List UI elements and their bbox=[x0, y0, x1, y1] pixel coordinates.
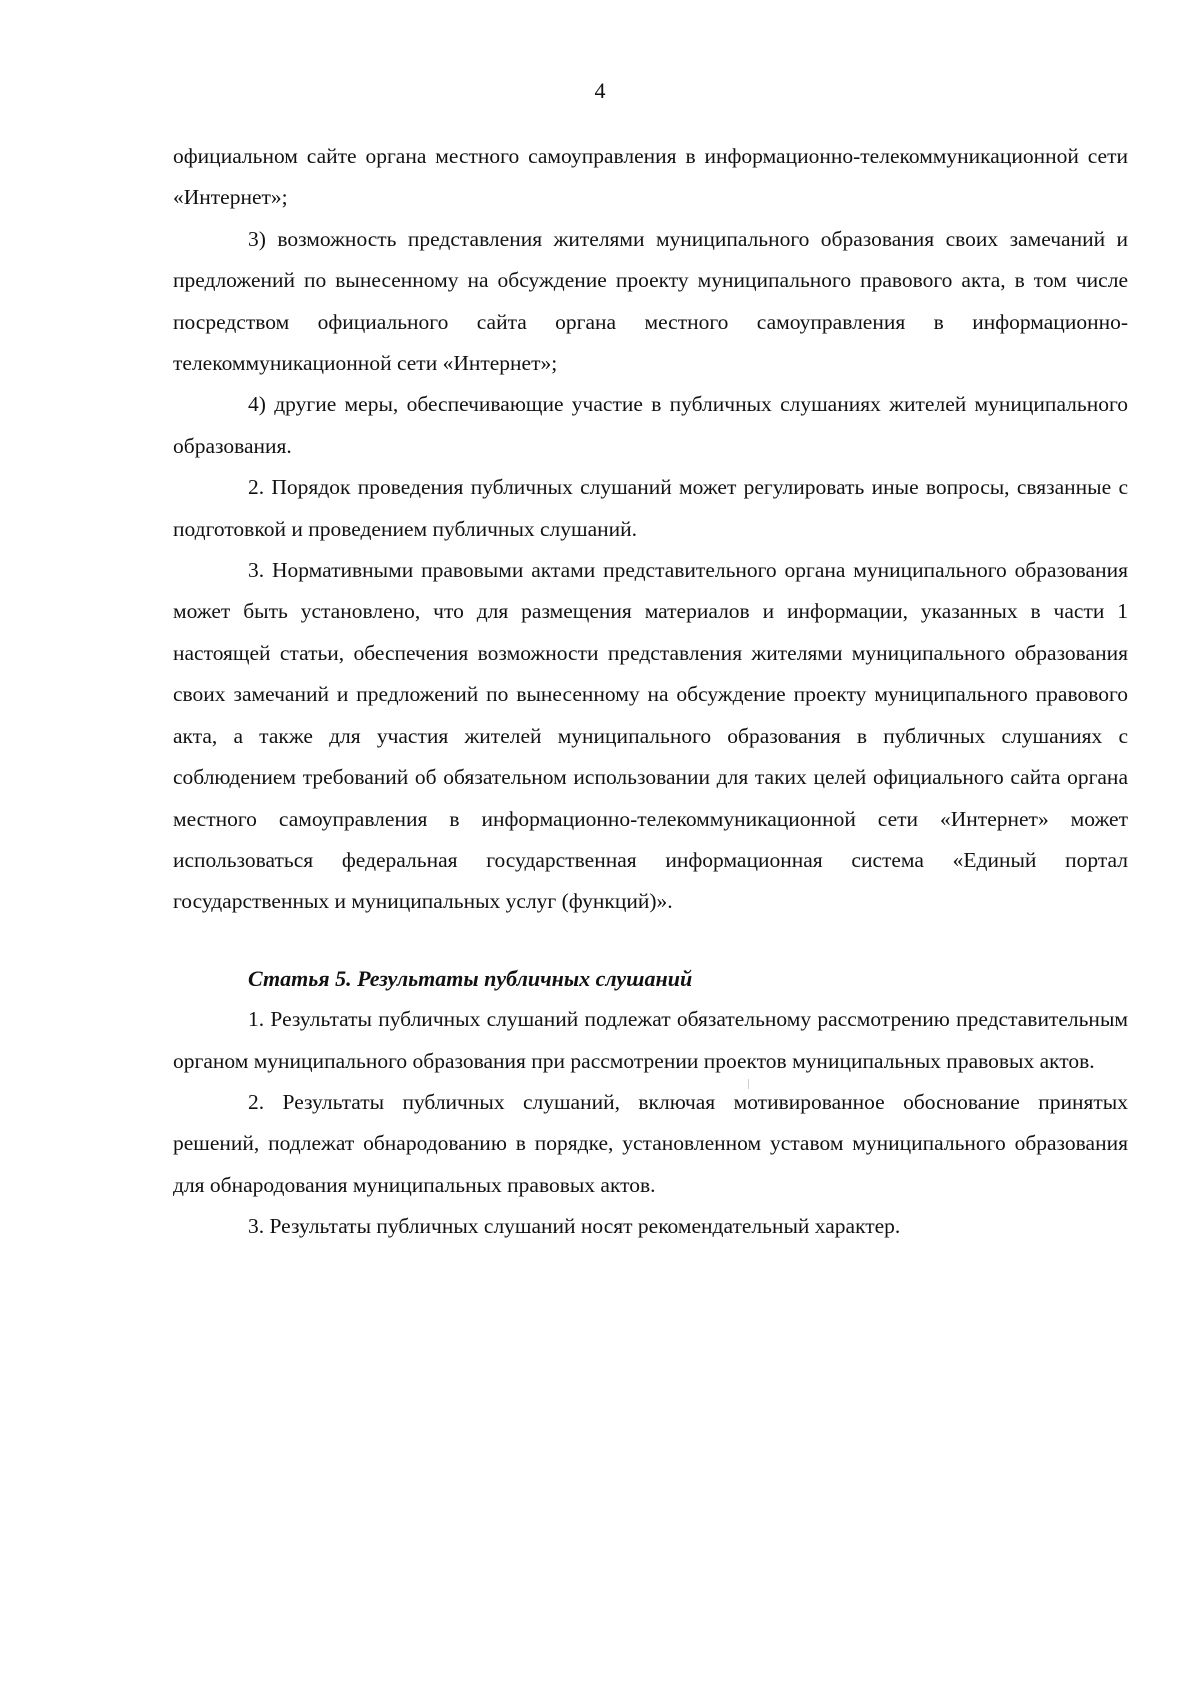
paragraph-item-3: 3) возможность представления жителями муниципального образования своих замечаний и предложений по вынесенному на обсуждение проекту муниципального правового акта, в том числе посредством официального сайта органа местного самоуправления в информационно-телекоммуникационной сети «Интернет»; bbox=[173, 226, 1128, 376]
paragraph-article5-clause-3: 3. Результаты публичных слушаний носят рекомендательный характер. bbox=[248, 1214, 901, 1239]
paragraph-clause-3: 3. Нормативными правовыми актами представительного органа муниципального образования может быть установлено, что для размещения материалов и информации, указанных в части 1 настоящей статьи, обеспечения возможности представления жителями муниципального образования своих замечаний и предложений по вынесенному на обсуждение проекту муниципального правового акта, а также для участия жителей муниципального образования в публичных слушаниях с соблюдением требований об обязательном использовании для таких целей официального сайта органа местного самоуправления в информационно-телекоммуникационной сети «Интернет» может использоваться федеральная государственная информационная система «Единый портал государственных и муниципальных услуг (функций)». bbox=[173, 558, 1128, 914]
paragraph-clause-2: 2. Порядок проведения публичных слушаний может регулировать иные вопросы, связанные с подготовкой и проведением публичных слушаний. bbox=[173, 475, 1128, 541]
paragraph-continued: официальном сайте органа местного самоуправления в информационно-телекоммуникационной сети «Интернет»; bbox=[173, 144, 1128, 210]
document-body bbox=[173, 136, 1128, 1248]
page-number: 4 bbox=[594, 78, 606, 103]
scan-speck bbox=[748, 1079, 749, 1089]
paragraph-item-4: 4) другие меры, обеспечивающие участие в публичных слушаниях жителей муниципального образования. bbox=[173, 392, 1128, 458]
paragraph-article5-clause-1: 1. Результаты публичных слушаний подлежат обязательному рассмотрению представительным органом муниципального образования при рассмотрении проектов муниципальных правовых актов. bbox=[173, 1007, 1128, 1073]
article-5-heading: Статья 5. Результаты публичных слушаний bbox=[248, 965, 693, 991]
paragraph-article5-clause-2: 2. Результаты публичных слушаний, включая мотивированное обоснование принятых решений, подлежат обнародованию в порядке, установленном уставом муниципального образования для обнародования муниципальных правовых актов. bbox=[173, 1089, 1128, 1197]
